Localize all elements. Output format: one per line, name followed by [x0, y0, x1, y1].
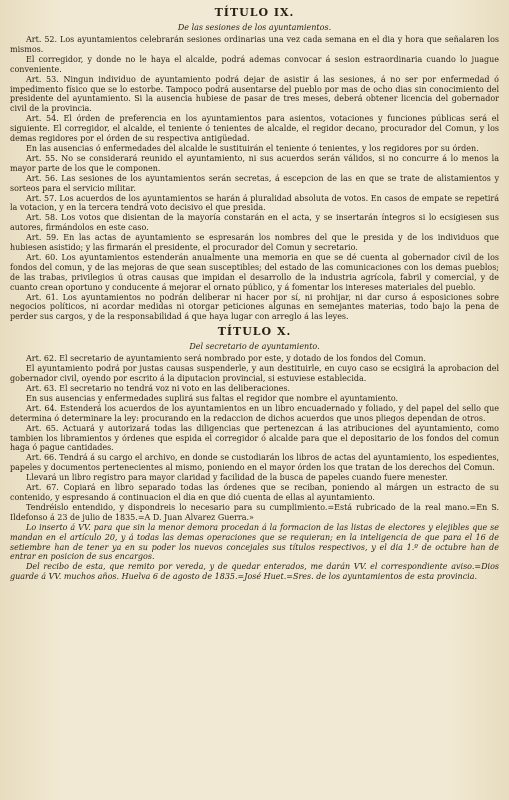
- closing-circular: [10, 523, 499, 582]
- paragraph: Art. 61. Los ayuntamientos no podrán deliberar ni hacer por sí, ni prohijar, ni dar curso á esposiciones sobre negocios políticos, ni acordar medidas ni otorgar peticiones algunas en semejantes materias, todo bajo la pena de perder sus cargos, y de la responsabilidad á que haya lugar con arreglo á las leyes.: [10, 292, 499, 322]
- paragraph: Art. 66. Tendrá á su cargo el archivo, en donde se custodiarán los libros de actas del ayuntamiento, los espedientes, papeles y documentos pertenecientes al mismo, poniendo en el mayor órden los que tratan de los derechos del Comun.: [10, 453, 499, 473]
- paragraph: Art. 63. El secretario no tendrá voz ni voto en las deliberaciones.: [26, 384, 291, 393]
- section-subtitle-x: Del secretario de ayuntamiento.: [189, 342, 320, 352]
- paragraph: Art. 57. Los acuerdos de los ayuntamientos se harán á pluralidad absoluta de votos. En casos de empate se repetirá la votacion, y en la tercera tendrá voto decisivo el que presida.: [10, 193, 499, 213]
- paragraph: En las ausencias ó enfermedades del alcalde le sustituirán el teniente ó tenientes, y los regidores por su órden.: [26, 143, 479, 153]
- paragraph: En sus ausencias y enfermedades suplirá sus faltas el regidor que nombre el ayuntamiento.: [26, 393, 399, 403]
- paragraph: Art. 60. Los ayuntamientos estenderán anualmente una memoria en que se dé cuenta al gobernador civil de los fondos del comun, y de las mejoras de que sean susceptibles; del estado de las comunicaciones con los demas pueblos; de las trabas, privilegios ú otras causas que impidan el desarrollo de la industria agrícola, fabril y comercial, y de cuanto crean oportuno y conducente á mejorar el ornato público, y á fomentar los intereses materiales del pueblo.: [10, 252, 499, 292]
- paragraph: Art. 64. Estenderá los acuerdos de los ayuntamientos en un libro encuadernado y foliado, y del papel del sello que determina ó determinare la ley: procurando en la redaccion de dichos acuerdos que unos pliegos dependan de otros.: [10, 403, 499, 423]
- section-title-ix: TÍTULO IX.: [214, 6, 295, 19]
- paragraph: Art. 55. No se considerará reunido el ayuntamiento, ni sus acuerdos serán válidos, si no concurre á lo menos la mayor parte de los que le componen.: [10, 153, 499, 173]
- paragraph: Art. 58. Los votos que disientan de la mayoría constarán en el acta, y se insertarán íntegros si lo ecsigiesen sus autores, firmándolos en este caso.: [10, 213, 499, 233]
- paragraph: Art. 65. Actuará y autorizará todas las diligencias que pertenezcan á las atribuciones del ayuntamiento, como tambien los libramientos y órdenes que espida el corregidor ó alcalde para que el depositario de los fondos del comun haga ó pague cantidades.: [10, 423, 499, 453]
- paragraph: Art. 62. El secretario de ayuntamiento será nombrado por este, y dotado de los fondos del Comun.: [26, 354, 426, 364]
- paragraph: Llevará un libro registro para mayor claridad y facilidad de la busca de papeles cuando fuere menester.: [26, 473, 448, 483]
- paragraph: Art. 52. Los ayuntamientos celebrarán sesiones ordinarias una vez cada semana en el dia y hora que señalaren los mismos.: [10, 35, 499, 54]
- paragraph: Art. 54. El órden de preferencia en los ayuntamientos para asientos, votaciones y funciones públicas será el siguiente. El corregidor, el alcalde, el teniente ó tenientes de alcalde, el regidor decano, procurador del Comun, y los demas regidores por el órden de su respectiva antigüedad.: [10, 114, 499, 144]
- paragraph: Art. 59. En las actas de ayuntamiento se espresarán los nombres del que le presida y de los individuos que hubiesen asistido; y las firmarán el presidente, el procurador del Comun y secretario.: [10, 233, 499, 253]
- section-x-body: [10, 354, 499, 522]
- paragraph: Del recibo de esta, que remito por vereda, y de quedar enterados, me darán VV. el correspondiente aviso.=Dios guarde á VV. muchos años. Huelva 6 de agosto de 1835.=José Huet.=Sres. de los ayuntamientos de esta provincia.: [10, 562, 499, 582]
- paragraph: Art. 53. Ningun individuo de ayuntamiento podrá dejar de asistir á las sesiones, á no ser por enfermedad ó impedimento físico que se lo estorbe. Tampoco podrá ausentarse del pueblo por mas de ocho dias sin conocimiento del presidente del ayuntamiento. Si la ausencia hubiese de pasar de tres meses, deberá obtener licencia del gobernador civil de la provincia.: [10, 74, 499, 114]
- paragraph: El ayuntamiento podrá por justas causas suspenderle, y aun destituirle, en cuyo caso se ecsigirá la aprobacion del gobernador civil, oyendo por escrito á la diputacion provincial, si estuviese establecida.: [10, 364, 499, 384]
- paragraph: Lo inserto á VV. para que sin la menor demora procedan á la formacion de las listas de electores y elejibles que se mandan en el artículo 20, y á todas las demas operaciones que se requieran; en la inteligencia de que para el 16 de setiembre han de tener ya en su poder los nuevos concejales sus títulos respectivos, y el dia 1.º de octubre han de entrar en posicion de sus encargos.: [10, 522, 499, 562]
- section-ix-body: [10, 35, 499, 322]
- section-title-x: TÍTULO X.: [217, 325, 292, 339]
- section-subtitle-ix: De las sesiones de los ayuntamientos.: [177, 23, 332, 32]
- paragraph: Art. 56. Las sesiones de los ayuntamientos serán secretas, á escepcion de las en que se trate de alistamientos y sorteos para el servicio militar.: [10, 173, 499, 193]
- paragraph: Tendréislo entendido, y dispondreis lo necesario para su cumplimiento.=Está rubricado de la real mano.=En S. Ildefonso á 23 de julio de 1835.=A D. Juan Alvarez Guerra.»: [10, 502, 499, 522]
- paragraph: Art. 67. Copiará en libro separado todas las órdenes que se reciban, poniendo al márgen un estracto de su contenido, y espresando á continuacion el dia en que dió cuenta de ellas al ayuntamiento.: [10, 483, 499, 502]
- paragraph: El corregidor, y donde no le haya el alcalde, podrá ademas convocar á sesion estraordinaria cuando lo juague conveniente.: [10, 54, 499, 74]
